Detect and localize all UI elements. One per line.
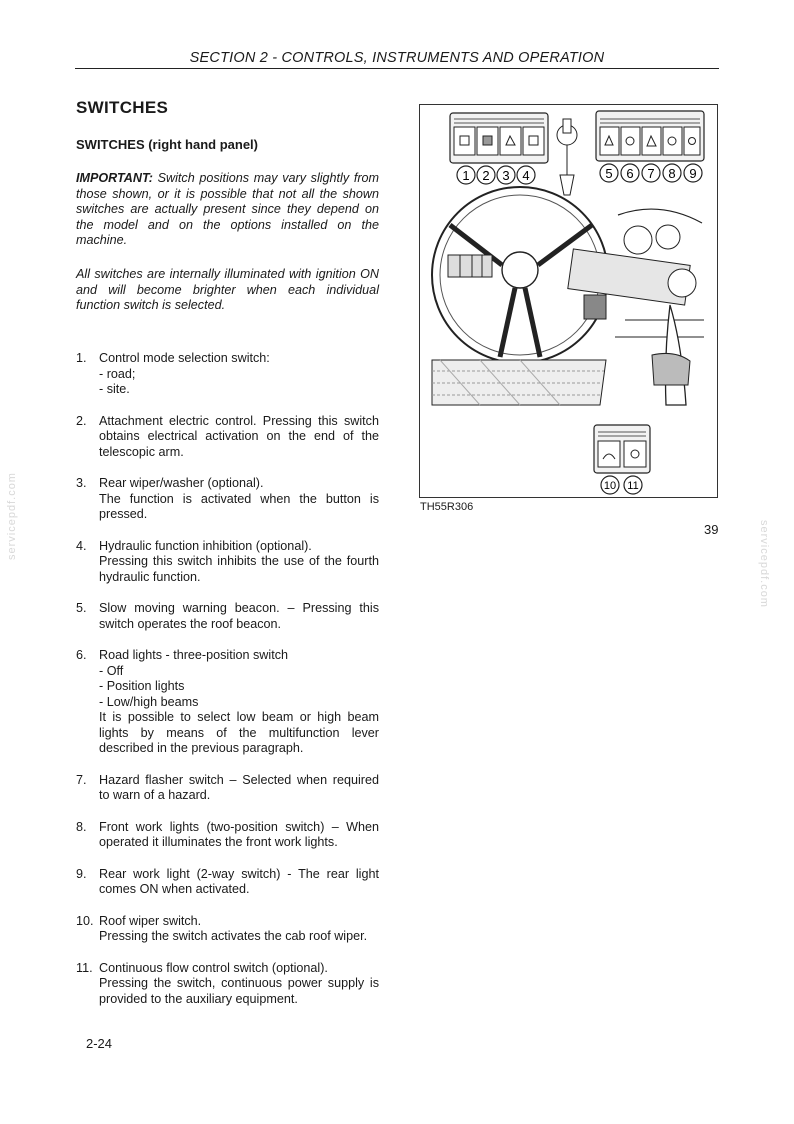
figure-number: 39 (704, 522, 719, 537)
list-item (76, 414, 379, 461)
watermark-left: servicepdf.com (6, 472, 18, 560)
switch-panel-figure (419, 104, 718, 498)
callout-6: 6 (626, 166, 634, 181)
item-number: 3. (76, 476, 87, 490)
callout-10: 10 (603, 480, 617, 492)
item-number: 5. (76, 601, 87, 615)
switch-list (76, 351, 379, 1007)
item-line: Hydraulic function inhibition (optional). (99, 538, 312, 553)
item-line: It is possible to select low beam or high beam lights by means of the multifunction lever described in the previous paragraph. (99, 710, 379, 755)
callouts-left (457, 166, 535, 184)
item-number: 10. (76, 913, 94, 928)
callout-8: 8 (668, 166, 676, 181)
callout-5: 5 (605, 166, 613, 181)
list-item (76, 773, 379, 804)
list-item (76, 539, 379, 586)
callouts-right (600, 164, 702, 182)
item-line: Pressing this switch inhibits the use of the fourth hydraulic function. (99, 554, 379, 584)
item-line: Front work lights (two-position switch) – When operated it illuminates the front work lights. (99, 819, 379, 849)
item-number: 8. (76, 819, 87, 834)
item-line: - Low/high beams (99, 694, 199, 709)
item-line: Pressing the switch activates the cab roof wiper. (99, 929, 368, 943)
item-line: Rear wiper/washer (optional). (99, 476, 264, 490)
list-item (76, 476, 379, 523)
header-rule (75, 68, 719, 69)
callout-3: 3 (502, 168, 510, 183)
callout-9: 9 (689, 166, 697, 181)
item-number: 4. (76, 538, 87, 553)
item-line: Road lights - three-position switch (99, 648, 288, 662)
item-line: Rear work light (2-way switch) - The rear light comes ON when activated. (99, 866, 379, 896)
ignition-key (557, 119, 577, 195)
figure-caption: TH55R306 (420, 501, 474, 513)
list-item (76, 914, 379, 945)
item-line: Pressing the switch, continuous power supply is provided to the auxiliary equipment. (99, 976, 379, 1006)
item-line: Attachment electric control. Pressing this switch obtains electrical activation on the end of the telescopic arm. (99, 413, 379, 459)
watermark-right: servicepdf.com (758, 520, 770, 608)
list-item (76, 648, 379, 757)
item-number: 6. (76, 648, 87, 662)
bottom-switch-panel (594, 425, 650, 473)
list-item (76, 820, 379, 851)
item-line: Slow moving warning beacon. – Pressing this switch operates the roof beacon. (99, 601, 379, 631)
item-line: The function is activated when the button is pressed. (99, 491, 379, 521)
item-line: - Off (99, 663, 124, 678)
callout-2: 2 (482, 168, 490, 183)
list-item (76, 601, 379, 632)
right-switch-panel (596, 111, 704, 161)
callout-4: 4 (522, 168, 530, 183)
item-number: 9. (76, 866, 87, 881)
sub-heading: SWITCHES (right hand panel) (76, 137, 258, 152)
item-line: Continuous flow control switch (optional). (99, 960, 328, 975)
item-number: 1. (76, 351, 87, 365)
list-item (76, 351, 379, 398)
item-line: - road; (99, 366, 136, 381)
item-line: Hazard flasher switch – Selected when required to warn of a hazard. (99, 772, 379, 802)
important-label: IMPORTANT: (76, 171, 153, 185)
cab-illustration (420, 105, 717, 497)
page-number: 2-24 (86, 1036, 113, 1051)
page-heading: SWITCHES (76, 98, 169, 117)
left-switch-panel (450, 113, 548, 163)
item-number: 11. (76, 960, 93, 975)
callouts-bottom (601, 476, 642, 494)
item-number: 2. (76, 413, 87, 428)
callout-11: 11 (627, 480, 639, 492)
item-line: Control mode selection switch: (99, 351, 270, 365)
important-note (76, 171, 379, 249)
item-line: - Position lights (99, 679, 185, 693)
callout-7: 7 (647, 166, 655, 181)
list-item (76, 961, 379, 1008)
illumination-note: All switches are internally illuminated with ignition ON and will become brighter when each individual function switch is selected. (76, 267, 379, 312)
item-line: - site. (99, 382, 130, 396)
item-line: Roof wiper switch. (99, 913, 202, 928)
callout-1: 1 (462, 168, 470, 183)
important-text: Switch positions may vary slightly from those shown, or it is possible that not all the shown switches are actually present since they depend on the model and on the options installed on the machine. (76, 171, 380, 247)
item-number: 7. (76, 772, 87, 787)
section-header: SECTION 2 - CONTROLS, INSTRUMENTS AND OPERATION (189, 50, 605, 66)
dashboard (448, 209, 704, 337)
floor-mat (432, 360, 606, 405)
list-item (76, 867, 379, 898)
